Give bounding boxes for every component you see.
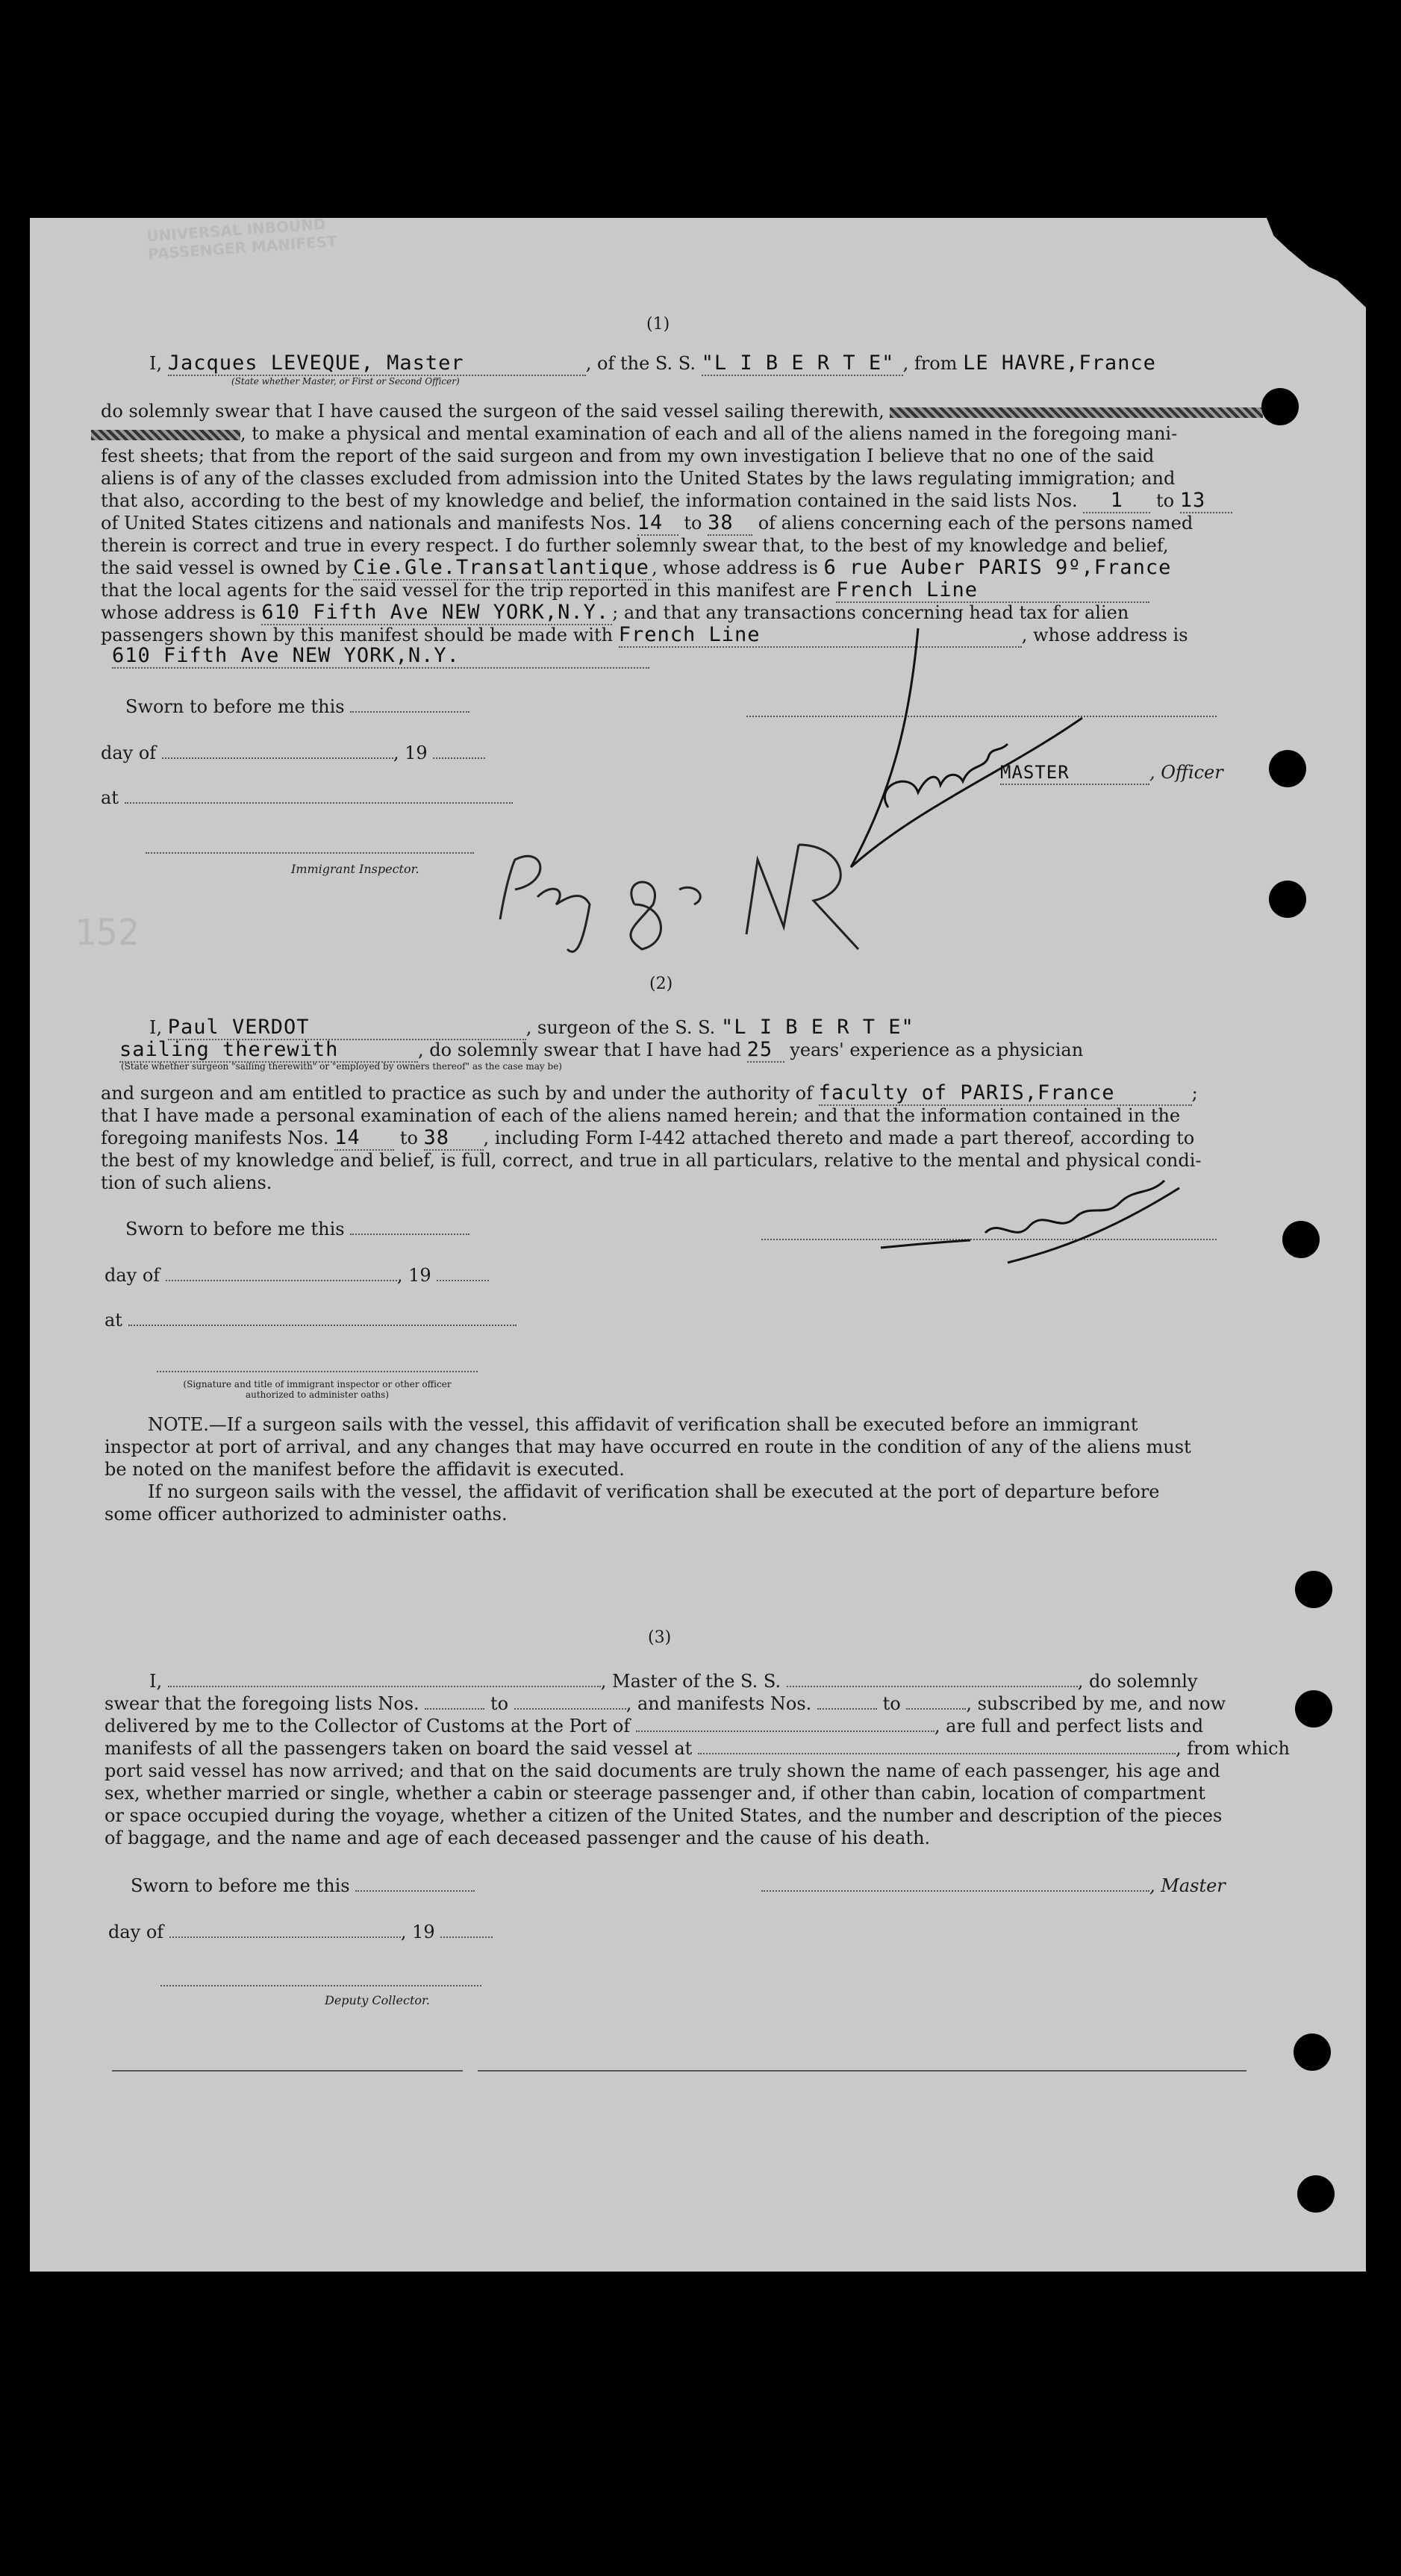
s3-sworn: Sworn to before me this [131, 1875, 475, 1897]
section-2-heading: (2) [649, 975, 673, 993]
s2-line6: tion of such aliens. [101, 1172, 272, 1193]
s2-inspector-caption: (Signature and title of immigrant inspector or other officer authorized to administer oaths) [183, 1379, 452, 1400]
s3-line6: sex, whether married or single, whether a cabin or steerage passenger and, if other than cabin, location of compartment [104, 1783, 1205, 1804]
manifests-to-value: 38 [708, 512, 752, 536]
s2-line2: and surgeon and am entitled to practice as such by and under the authority of faculty of PARIS,France ; [101, 1081, 1198, 1104]
head-tax-agent-value: French Line [619, 624, 1022, 648]
s1-line5: that also, according to the best of my knowledge and belief, the information contained in the said lists Nos. 1 to 13 [101, 490, 1232, 513]
punch-hole [1294, 2033, 1331, 2071]
s3-line4: manifests of all the passengers taken on board the said vessel at , from which [104, 1738, 1290, 1759]
s2-line5: the best of my knowledge and belief, is full, correct, and true in all particulars, relative to the mental and physical condi- [101, 1150, 1202, 1171]
s2-note4: If no surgeon sails with the vessel, the affidavit of verification shall be executed at the port of departure before [148, 1481, 1160, 1502]
s2-line4: foregoing manifests Nos. 14 to 38 , including Form I-442 attached thereto and made a part thereof, according to [101, 1126, 1195, 1149]
s1-line1: do solemnly swear that I have caused the surgeon of the said vessel sailing therewith, [101, 400, 1263, 422]
manifests-from-value: 14 [637, 512, 678, 536]
agents-value: French Line [836, 579, 1149, 603]
authority-value: faculty of PARIS,France [819, 1082, 1192, 1106]
s2-day: day of , 19 [104, 1264, 489, 1287]
signer-title-value: MASTER [1000, 761, 1149, 785]
s1-at: at [101, 787, 513, 809]
head-tax-address-value: 610 Fifth Ave NEW YORK,N.Y. [112, 645, 649, 669]
s2-line3: that I have made a personal examination of each of the aliens named herein; and that the information contained in the [101, 1105, 1181, 1126]
s1-signer: MASTER , Officer [1000, 761, 1223, 785]
s1-line11: passengers shown by this manifest should be made with French Line , whose address is [101, 623, 1188, 646]
sailing-caption: (State whether surgeon "sailing therewith" or "employed by owners thereof" as the case may be) [121, 1061, 562, 1072]
vessel-name-value: "L I B E R T E" [702, 352, 903, 376]
s1-sworn: Sworn to before me this [125, 695, 469, 718]
years-value: 25 [747, 1039, 784, 1063]
surgeon-name-value: Paul VERDOT [168, 1016, 526, 1040]
s3-line5: port said vessel has now arrived; and that on the said documents are truly shown the name of each passenger, his age and [104, 1760, 1220, 1781]
sailing-value: sailing therewith [119, 1039, 418, 1063]
s3-line3: delivered by me to the Collector of Customs at the Port of , are full and perfect lists and [104, 1716, 1204, 1736]
s1-line2: , to make a physical and mental examination of each and all of the aliens named in the foregoing mani- [91, 422, 1177, 445]
master-name-value: Jacques LEVEQUE, Master [168, 352, 586, 376]
s3-master: , Master [761, 1875, 1226, 1897]
s3-line2: swear that the foregoing lists Nos. to , and manifests Nos. to , subscribed by me, and now [104, 1693, 1226, 1714]
port-from-value: LE HAVRE,France [963, 351, 1156, 375]
s1-line10: whose address is 610 Fifth Ave NEW YORK,N.Y. ; and that any transactions concerning head tax for alien [101, 601, 1129, 624]
s2-manifests-to-value: 38 [424, 1127, 484, 1151]
s1-line6: of United States citizens and nationals and manifests Nos. 14 to 38 of aliens concerning each of the persons named [101, 511, 1193, 534]
agents-address-value: 610 Fifth Ave NEW YORK,N.Y. [261, 601, 612, 625]
s1-line-name: I, Jacques LEVEQUE, Master , of the S. S. "L I B E R T E" , from LE HAVRE,France [149, 351, 1156, 375]
punch-hole [1297, 2175, 1335, 2213]
struck-out-text [890, 407, 1263, 418]
faint-stamp-number: 152 [75, 912, 140, 954]
lists-from-value: 1 [1083, 490, 1150, 513]
punch-hole [1269, 881, 1306, 918]
s3-line1: I, , Master of the S. S. , do solemnly [149, 1671, 1198, 1692]
s1-inspector-caption: Immigrant Inspector. [291, 862, 419, 876]
lists-to-value: 13 [1180, 490, 1232, 513]
section-1-heading: (1) [646, 315, 670, 334]
torn-corner [1224, 218, 1366, 307]
s3-collector-caption: Deputy Collector. [325, 1993, 430, 2007]
manifest-page [30, 214, 1366, 2272]
s3-line8: of baggage, and the name and age of each deceased passenger and the cause of his death. [104, 1828, 931, 1848]
s2-note2: inspector at port of arrival, and any changes that may have occurred en route in the condition of any of the aliens must [104, 1437, 1191, 1457]
s1-day: day of , 19 [101, 742, 485, 764]
s1-line12 [112, 645, 649, 669]
owner-value: Cie.Gle.Transatlantique [353, 557, 652, 581]
punch-hole [1269, 750, 1306, 787]
s2-manifests-from-value: 14 [334, 1127, 394, 1151]
section-3-heading: (3) [648, 1628, 672, 1647]
s2-sworn: Sworn to before me this [125, 1218, 469, 1240]
s2-note3: be noted on the manifest before the affidavit is executed. [104, 1459, 625, 1480]
punch-hole [1295, 1690, 1332, 1728]
s3-day: day of , 19 [108, 1921, 493, 1943]
punch-hole [1261, 388, 1299, 425]
s2-at: at [104, 1309, 517, 1331]
s1-line9: that the local agents for the said vessel for the trip reported in this manifest are French Line [101, 579, 1149, 603]
s2-note1: NOTE.—If a surgeon sails with the vessel, this affidavit of verification shall be executed before an immigrant [148, 1414, 1138, 1435]
master-caption: (State whether Master, or First or Second Officer) [231, 376, 460, 387]
s2-line-name: I, Paul VERDOT , surgeon of the S. S. "L I B E R T E" [149, 1016, 914, 1039]
punch-hole [1282, 1221, 1320, 1258]
s1-line8: the said vessel is owned by Cie.Gle.Transatlantique , whose address is 6 rue Auber PARIS 9º,France [101, 556, 1172, 579]
punch-hole [1295, 1571, 1332, 1608]
s2-vessel-value: "L I B E R T E" [720, 1016, 914, 1039]
s3-line7: or space occupied during the voyage, whether a citizen of the United States, and the number and description of the pieces [104, 1805, 1223, 1826]
owner-address-value: 6 rue Auber PARIS 9º,France [823, 556, 1172, 579]
s1-line7: therein is correct and true in every respect. I do further solemnly swear that, to the best of my knowledge and belief, [101, 535, 1169, 556]
s1-line3: fest sheets; that from the report of the said surgeon and from my own investigation I believe that no one of the said [101, 446, 1155, 466]
s2-note5: some officer authorized to administer oaths. [104, 1504, 508, 1525]
faint-stamp: UNIVERSAL INBOUND PASSENGER MANIFEST [146, 214, 338, 263]
handwritten-pier-note [485, 830, 918, 964]
s2-line-sailing: sailing therewith , do solemnly swear that I have had 25 years' experience as a physician [119, 1038, 1084, 1061]
surgeon-signature [873, 1173, 1187, 1270]
s1-line4: aliens is of any of the classes excluded from admission into the United States by the laws regulating immigration; and [101, 468, 1176, 489]
